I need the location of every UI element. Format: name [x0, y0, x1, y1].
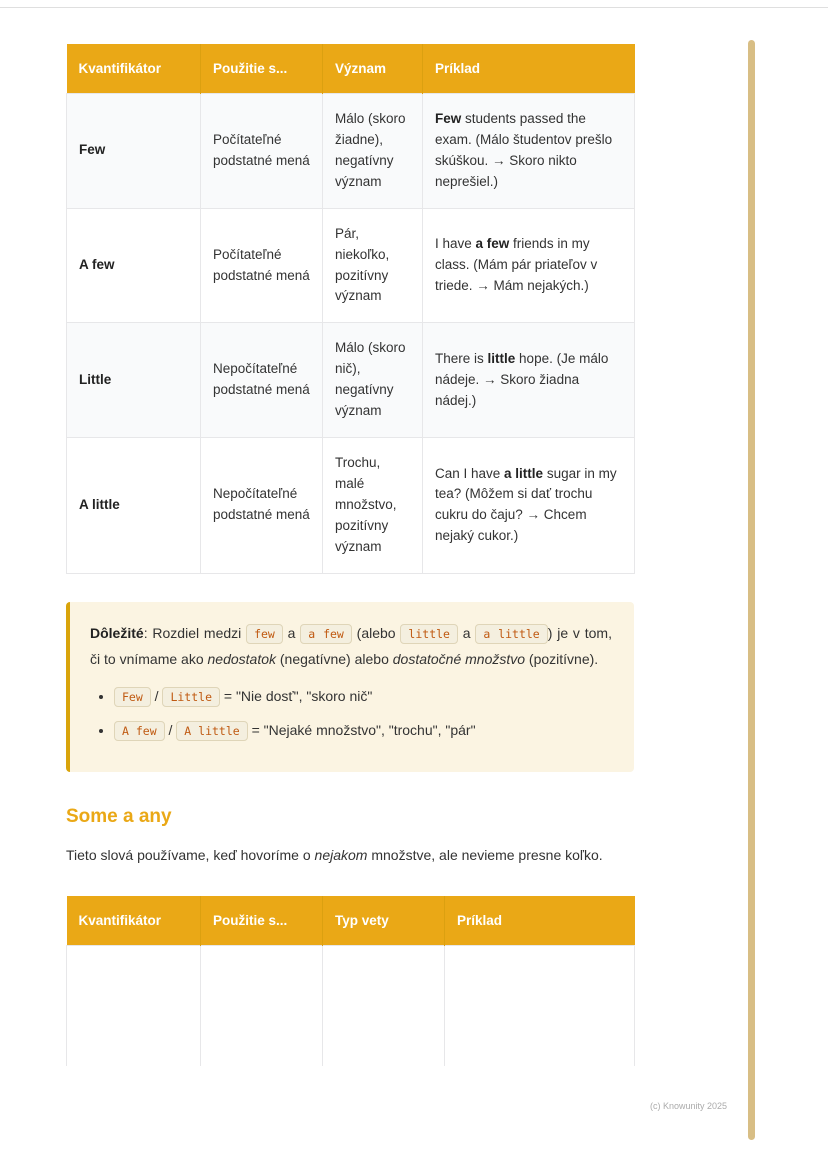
some-any-table-header-row	[67, 896, 635, 946]
document-content	[66, 44, 634, 1066]
partial-table-row	[67, 946, 635, 1066]
cell-quantifier: A few	[67, 208, 201, 323]
scrollbar-thumb[interactable]	[748, 40, 755, 1140]
empty-cell	[445, 946, 635, 1066]
column-header-typ-vety: Typ vety	[323, 896, 445, 946]
column-header-priklad: Príklad	[423, 44, 635, 94]
cell-quantifier: Little	[67, 323, 201, 438]
empty-cell	[201, 946, 323, 1066]
cell-meaning: Málo (skoro nič), negatívny význam	[323, 323, 423, 438]
quantifier-row	[67, 94, 635, 209]
cell-usage: Počítateľné podstatné mená	[201, 94, 323, 209]
cell-example: I have a few friends in my class. (Mám pár priateľov v triede. → Mám nejakých.)	[423, 208, 635, 323]
cell-example: Few students passed the exam. (Málo študentov prešlo skúškou. → Skoro nikto neprešiel.)	[423, 94, 635, 209]
column-header-priklad: Príklad	[445, 896, 635, 946]
cell-example: Can I have a little sugar in my tea? (Môžem si dať trochu cukru do čaju? → Chcem nejaký cukor.)	[423, 438, 635, 574]
cell-meaning: Trochu, malé množstvo, pozitívny význam	[323, 438, 423, 574]
column-header-kvantifikator: Kvantifikátor	[67, 896, 201, 946]
quantifier-table	[66, 44, 635, 574]
cell-usage: Nepočítateľné podstatné mená	[201, 438, 323, 574]
quantifier-row	[67, 323, 635, 438]
cell-usage: Nepočítateľné podstatné mená	[201, 323, 323, 438]
quantifier-table-header-row	[67, 44, 635, 94]
section-heading-some-any: Some a any	[66, 806, 172, 828]
cell-quantifier: Few	[67, 94, 201, 209]
watermark: (c) Knowunity 2025	[649, 1101, 727, 1111]
column-header-pouzitie: Použitie s...	[201, 44, 323, 94]
cell-quantifier: A little	[67, 438, 201, 574]
cell-example: There is little hope. (Je málo nádeje. → Skoro žiadna nádej.)	[423, 323, 635, 438]
column-header-vyznam: Význam	[323, 44, 423, 94]
cell-usage: Počítateľné podstatné mená	[201, 208, 323, 323]
callout-bullet-list	[90, 683, 612, 744]
callout-bullet: • Few / Little = "Nie dosť", "skoro nič"	[114, 683, 612, 710]
section-intro-text: Tieto slová používame, keď hovoríme o nejakom množstve, ale nevieme presne koľko.	[66, 847, 603, 864]
empty-cell	[67, 946, 201, 1066]
callout-intro-text: Dôležité: Rozdiel medzi few a a few (alebo little a a little ) je v tom, či to vnímame ako nedostatok (negatívne) alebo dostatočné množstvo (pozitívne).	[90, 624, 612, 668]
some-any-table	[66, 896, 635, 1066]
important-callout	[66, 602, 634, 772]
callout-bullet: • A few / A little = "Nejaké množstvo", "trochu", "pár"	[114, 717, 612, 744]
cell-meaning: Pár, niekoľko, pozitívny význam	[323, 208, 423, 323]
some-any-table-body	[67, 946, 635, 1066]
column-header-pouzitie: Použitie s...	[201, 896, 323, 946]
cell-meaning: Málo (skoro žiadne), negatívny význam	[323, 94, 423, 209]
quantifier-row	[67, 438, 635, 574]
empty-cell	[323, 946, 445, 1066]
quantifier-row	[67, 208, 635, 323]
quantifier-table-body	[67, 94, 635, 574]
column-header-kvantifikator: Kvantifikátor	[67, 44, 201, 94]
